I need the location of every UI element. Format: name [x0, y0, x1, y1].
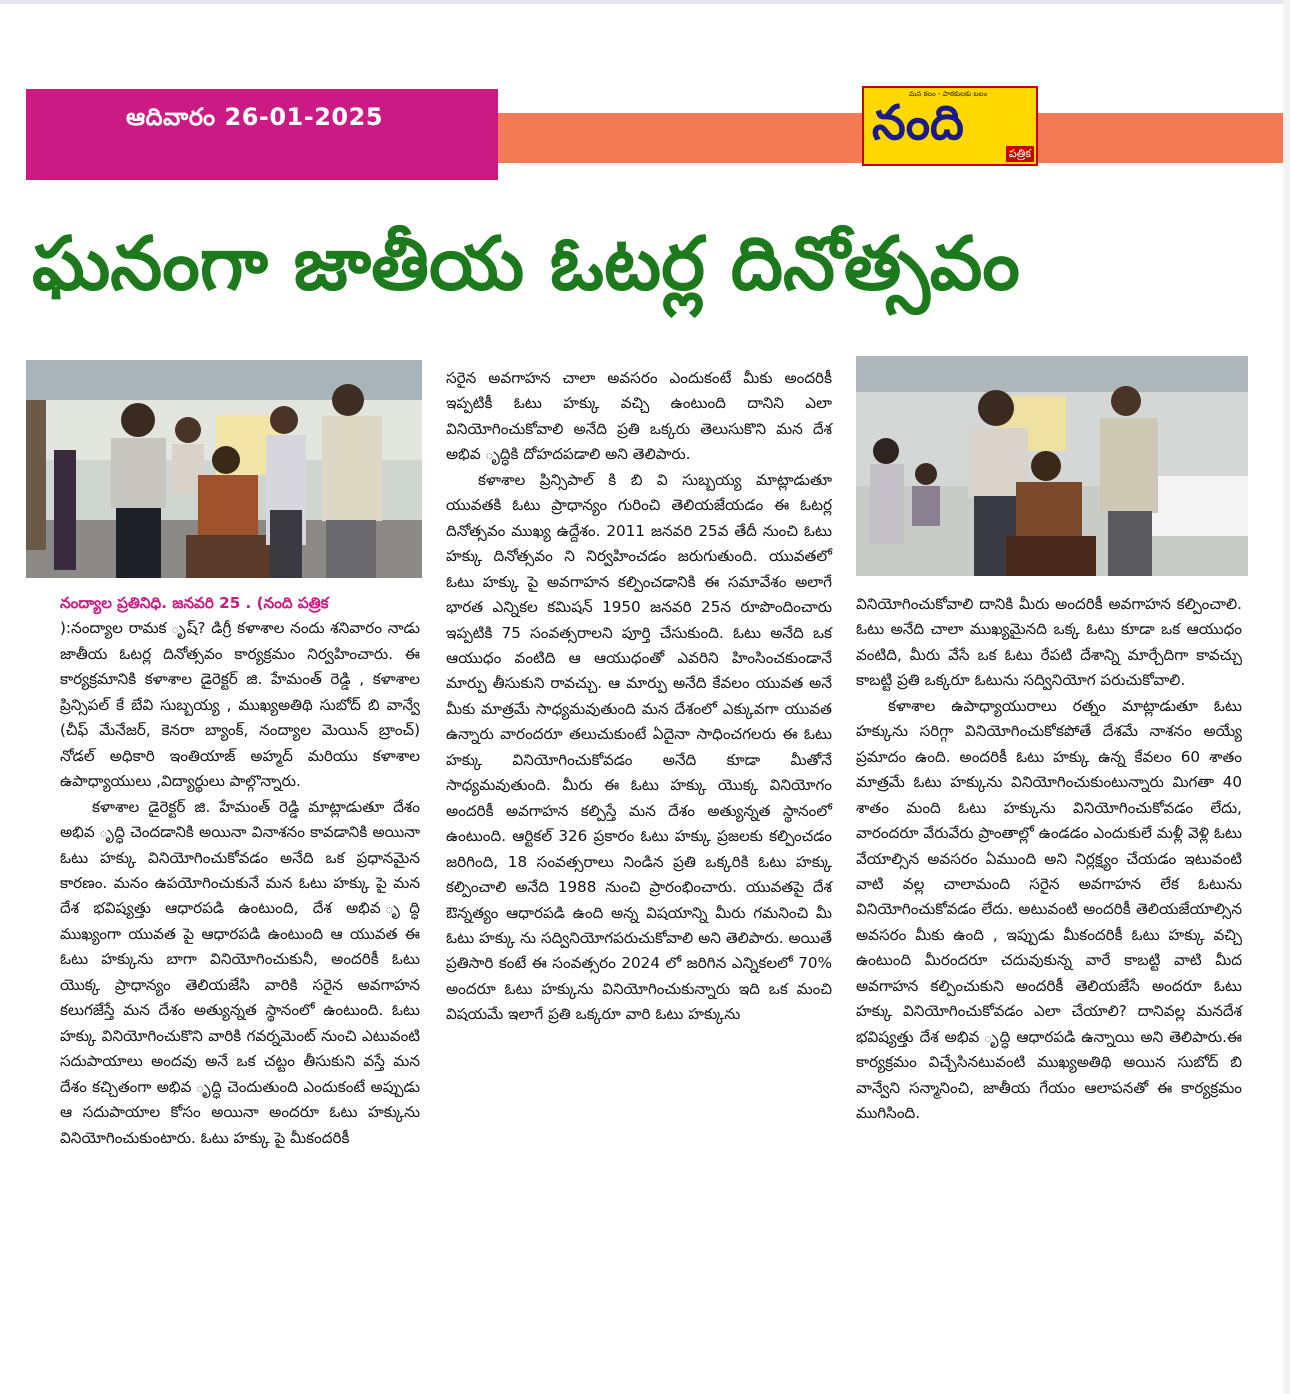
article-column-3 [856, 592, 1242, 1127]
event-photo-left [26, 360, 422, 578]
event-photo-right [856, 356, 1248, 576]
headline: ఘనంగా జాతీయ ఓటర్ల దినోత్సవం [32, 221, 1020, 307]
paragraph: ):నంద్యాల రామక ృష్? డిగ్రీ కళాశాల నందు శనివారం నాడు జాతీయ ఓటర్ల దినోత్సవం కార్యక్రమం నిర్వహించారు. ఈ కార్యక్రమానికి కళాశాల డైరెక్టర్ జి. హేమంత్ రెడ్డి , కళాశాల ప్రిన్సిపల్ కే బేవి సుబ్బయ్య , ముఖ్యఅతిథి సుబోద్ బి వాన్వే (చీఫ్ మేనేజర్, కెనరా బ్యాంక్, నంద్యాల మెయిన్ బ్రాంచ్) నోడల్ అధికారి ఇంతియాజ్ అహ్మద్ మరియు కళాశాల ఉపాధ్యాయులు ,విద్యార్థులు పాల్గొన్నారు. [60, 619, 420, 791]
logo-sub: పత్రిక [1006, 146, 1034, 162]
top-border [0, 0, 1290, 4]
paragraph: వినియోగించుకోవాలి దానికి మీరు అందరికీ అవగాహన కల్పించాలి. ఓటు అనేది చాలా ముఖ్యమైనది ఒక్క ఓటు కూడా ఒక ఆయుధం వంటిది, మీరు వేసే ఒక ఓటు రేపటి దేశాన్ని మార్చేదిగా కావచ్చు కాబట్టి ప్రతి ఒక్కరూ ఓటును సద్వినియోగ పరుచుకోవాలి. [856, 595, 1242, 690]
date-banner [26, 89, 498, 180]
logo-tagline: మన కలం - పాఠకులకు బలం [909, 90, 988, 98]
dateline: నంద్యాల ప్రతినిధి. జనవరి 25 . (నంది పత్రిక [60, 594, 329, 612]
issue-date: ఆదివారం 26-01-2025 [126, 103, 384, 131]
paragraph: కళాశాల డైరెక్టర్ జి. హేమంత్ రెడ్డి మాట్లాడుతూ దేశం అభివ ృద్ధి చెందడానికి అయినా వినాశనం కావడానికి అయినా ఓటు హక్కు వినియోగించుకోవడం అనేది ఒక ప్రధానమైన కారణం. మనం ఉపయోగించుకునే మన ఓటు హక్కు పై మన దేశ భవిష్యత్తు ఆధారపడి ఉంటుంది, దేశ అభివ ృద్ధి ముఖ్యంగా యువత పై ఆధారపడి ఉంటుంది ఆ యువత ఈ ఓటు హక్కును బాగా వినియోగించుకునీ, అందరికీ ఓటు యొక్క ప్రాధాన్యం తెలియజేసి వారికి సరైన అవగాహన కలుగజేస్తే మన దేశం అత్యున్నత స్థానంలో ఉంటుంది. ఓటు హక్కు వినియోగించుకొని వారికి గవర్నమెంట్ నుంచి ఎటువంటి సదుపాయాలు అందవు అనే ఒక చట్టం తీసుకుని వస్తే మన దేశం కచ్చితంగా అభివ ృద్ధి చెందుతుంది ఎందుకంటే అప్పుడు ఆ సదుపాయాల కోసం అయినా అందరూ ఓటు హక్కును వినియోగించుకుంటారు. ఓటు హక్కు పై మీకందరికీ [60, 797, 420, 1147]
article-column-1 [60, 591, 420, 1151]
newspaper-logo [862, 86, 1038, 166]
logo-name: నంది [872, 95, 964, 151]
paragraph: కళాశాల ఉపాధ్యాయురాలు రత్నం మాట్లాడుతూ ఓటు హక్కును సరిగ్గా వినియోగించుకోకపోతే దేశమే నాశనం అయ్యే ప్రమాదం ఉంది. అందరికీ ఓటు హక్కు ఉన్న కేవలం 60 శాతం మాత్రమే ఓటు హక్కును వినియోగించుకుంటున్నారు మిగతా 40 శాతం మంది ఓటు హక్కును వినియోగించుకోవడం లేదు, వారందరూ వేరువేరు ప్రాంతాల్లో ఉండడం ఎందుకులే మళ్లీ వెళ్లి ఓటు వేయాల్సిన అవసరం ఏముంది అని నిర్లక్ష్యం చేయడం ఇటువంటి వాటి వల్ల చాలామంది సరైన అవగాహన లేక ఓటును వినియోగించుకోవడం లేదు. అటువంటి అందరికీ తెలియజేయాల్సిన అవసరం మీకు ఉంది , ఇప్పుడు మీకందరికీ ఓటు హక్కు వచ్చి ఉంటుంది మీరందరూ చదువుకున్న వారే కాబట్టి వాటి మీద అవగాహన కల్పించుకుని అందరికీ తెలియజేసే అందరూ ఓటు హక్కు వినియోగించుకోవడం ఎలా చేయాలి? దానివల్ల మనదేశ భవిష్యత్తు దేశ అభివ ృద్ధి ఆధారపడి ఉన్నాయి అని తెలిపారు.ఈ కార్యక్రమం విచ్చేసినటువంటి ముఖ్యఅతిథి అయిన సుబోద్ బి వాన్వేని సన్మానించి, జాతీయ గేయం ఆలాపనతో ఈ కార్యక్రమం ముగిసింది. [856, 696, 1242, 1123]
adjacent-page-edge [1283, 0, 1290, 1394]
article-column-2 [446, 366, 832, 1028]
paragraph: సరైన అవగాహన చాలా అవసరం ఎందుకంటే మీకు అందరికీ ఇప్పటికీ ఓటు హక్కు వచ్చి ఉంటుంది దానిని ఎలా వినియోగించుకోవాలి అనేది ప్రతి ఒక్కరు తెలుసుకొని మన దేశ అభివ ృద్ధికి దోహదపడాలి అని తెలిపారు. [446, 369, 832, 464]
paragraph: కళాశాల ప్రిన్సిపాల్ కి బి వి సుబ్బయ్య మాట్లాడుతూ యువతకి ఓటు ప్రాధాన్యం గురించి తెలియజేయడం ఈ ఓటర్ల దినోత్సవం ముఖ్య ఉద్దేశం. 2011 జనవరి 25వ తేదీ నుంచి ఓటు హక్కు దినోత్సవం ని నిర్వహించడం జరుగుతుంది. యువతలో ఓటు హక్కు పై అవగాహన కల్పించడానికి ఈ సమావేశం అలాగే భారత ఎన్నికల కమిషన్ 1950 జనవరి 25న రూపొందించారు ఇప్పటికి 75 సంవత్సరాలని పూర్తి చేసుకుంది. ఓటు అనేది ఒక ఆయుధం వంటిది ఆ ఆయుధంతో ఎవరిని హింసించకుండానే మార్పు తీసుకుని రావచ్చు. ఆ మార్పు అనేది కేవలం యువత అనే మీకు మాత్రమే సాధ్యమవుతుంది మన దేశంలో ఎక్కువగా యువత ఉన్నారు వారందరూ తలుచుకుంటే ఏదైనా సాధించగలరు ఈ ఓటు హక్కు వినియోగించుకోవడం అనేది కూడా మీతోనే సాధ్యమవుతుంది. మీరు ఈ ఓటు హక్కు యొక్క వినియోగం అందరికీ అవగాహన కల్పిస్తే మన దేశం అత్యున్నత స్థానంలో ఉంటుంది. ఆర్టికల్ 326 ప్రకారం ఓటు హక్కు ప్రజలకు కల్పించడం జరిగింది, 18 సంవత్సరాలు నిండిన ప్రతి ఒక్కరికి ఓటు హక్కు కల్పించాలి అనేది 1988 నుంచి ప్రారంభించారు. యువతపై దేశ ఔన్నత్యం ఆధారపడి ఉంది అన్న విషయాన్ని మీరు గమనించి మీ ఓటు హక్కు ను సద్వినియోగపరుచుకోవాలి అని తెలిపారు. అయితే ప్రతిసారి కంటే ఈ సంవత్సరం 2024 లో జరిగిన ఎన్నికలలో 70% అందరూ ఓటు హక్కును వినియోగించుకున్నారు ఇది ఒక మంచి విషయమే ఇలాగే ప్రతి ఒక్కరూ వారి ఓటు హక్కును [446, 470, 832, 1024]
